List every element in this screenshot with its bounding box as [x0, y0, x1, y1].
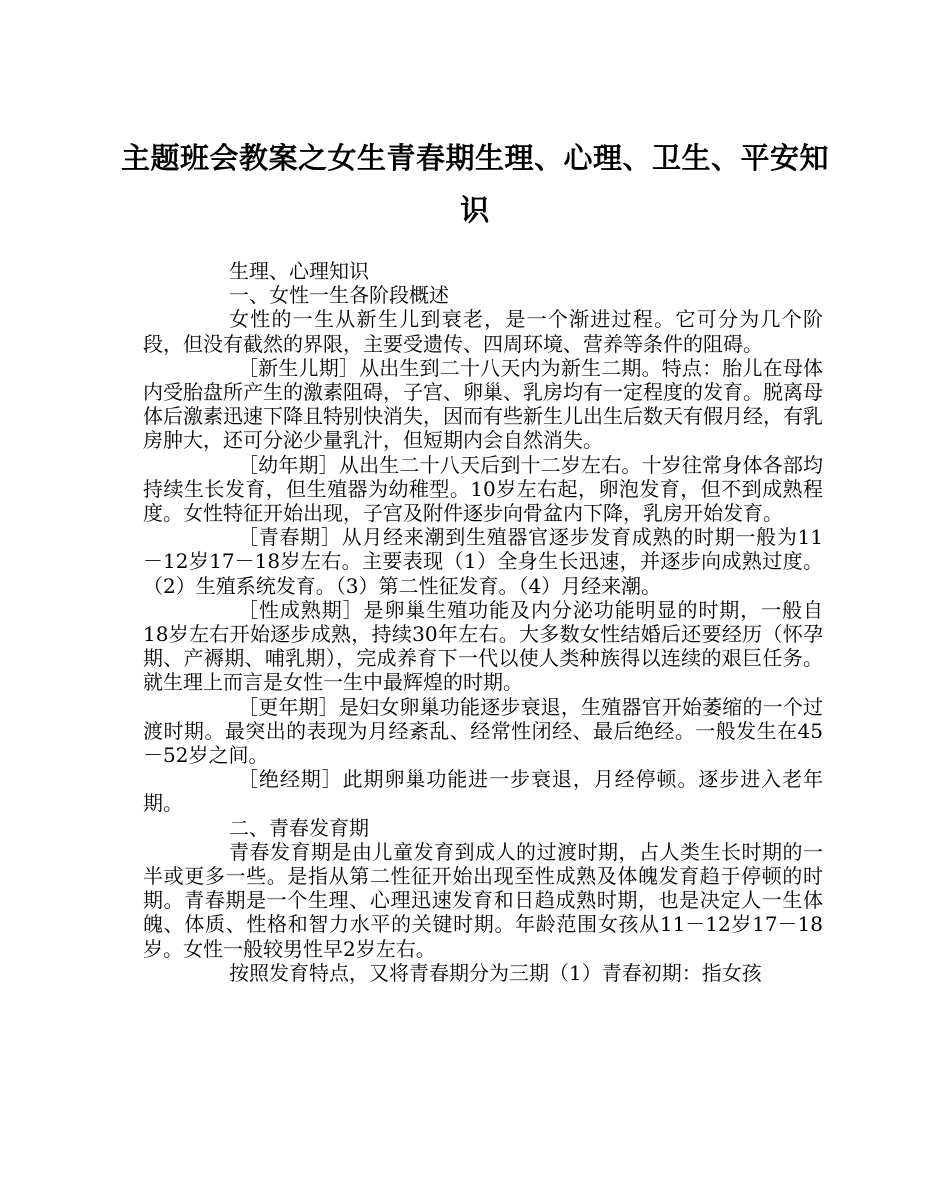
body-paragraph: ［幼年期］从出生二十八天后到十二岁左右。十岁往常身体各部均持续生长发育，但生殖器为幼稚型。10岁左右起，卵泡发育，但不到成熟程度。女性特征开始出现，子宫及附件逐步向骨盆内下降，乳房开始发育。	[143, 452, 823, 526]
body-paragraph: 青春发育期是由儿童发育到成人的过渡时期，占人类生长时期的一半或更多一些。是指从第二性征开始出现至性成熟及体魄发育趋于停顿的时期。青春期是一个生理、心理迅速发育和日趋成熟时期，也是决定人一生体魄、体质、性格和智力水平的关键时期。年龄范围女孩从11－12岁17－18岁。女性一般较男性早2岁左右。	[143, 839, 823, 961]
document-body	[143, 259, 823, 985]
section-heading: 二、青春发育期	[229, 815, 369, 840]
section-heading: 一、女性一生各阶段概述	[229, 283, 449, 308]
body-paragraph: ［新生儿期］从出生到二十八天内为新生二期。特点：胎儿在母体内受胎盘所产生的激素阻碍，子宫、卵巢、乳房均有一定程度的发育。脱离母体后激素迅速下降且特别快消失，因而有些新生儿出生后数天有假月经，有乳房肿大，还可分泌少量乳汁，但短期内会自然消失。	[143, 355, 823, 453]
body-paragraph: ［青春期］从月经来潮到生殖器官逐步发育成熟的时期一般为11－12岁17－18岁左右。主要表现（1）全身生长迅速，并逐步向成熟过度。（2）生殖系统发育。（3）第二性征发育。（4）月经来潮。	[143, 525, 823, 598]
body-paragraph: ［性成熟期］是卵巢生殖功能及内分泌功能明显的时期，一般自18岁左右开始逐步成熟，持续30年左右。大多数女性结婚后还要经历（怀孕期、产褥期、哺乳期），完成养育下一代以使人类种族得以连续的艰巨任务。就生理上而言是女性一生中最辉煌的时期。	[143, 597, 823, 695]
document-title: 主题班会教案之女生青春期生理、心理、卫生、平安知识	[120, 141, 829, 227]
body-paragraph: 按照发育特点，又将青春期分为三期（1）青春初期：指女孩	[229, 960, 762, 985]
body-paragraph: ［更年期］是妇女卵巢功能逐步衰退，生殖器官开始萎缩的一个过渡时期。最突出的表现为月经紊乱、经常性闭经、最后绝经。一般发生在45－52岁之间。	[143, 694, 823, 768]
body-paragraph: ［绝经期］此期卵巢功能进一步衰退，月经停顿。逐步进入老年期。	[143, 767, 823, 816]
body-paragraph: 女性的一生从新生儿到衰老，是一个渐进过程。它可分为几个阶段，但没有截然的界限，主要受遗传、四周环境、营养等条件的阻碍。	[143, 307, 823, 356]
section-heading: 生理、心理知识	[229, 259, 369, 283]
